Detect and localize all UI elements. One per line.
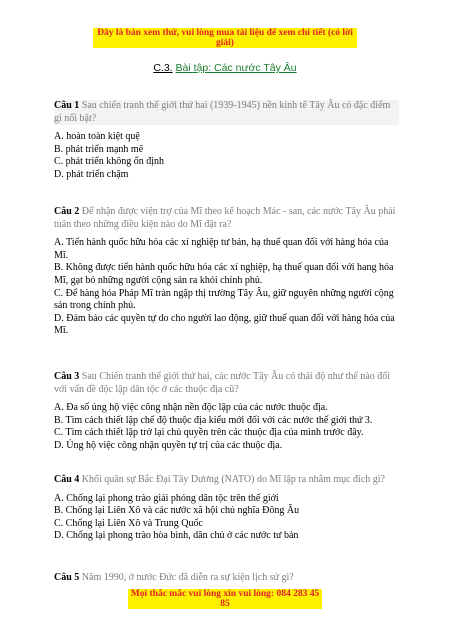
question-4-option-d: D. Chống lại phong trào hòa bình, dân chủ ở các nước tư bản [54, 530, 299, 542]
question-4-label: Câu 4 [54, 474, 80, 485]
question-3-option-b: B. Tìm cách thiết lập chế độ thuộc địa kiểu mới đối với các nước thế giới thứ 3. [54, 414, 373, 426]
question-1-option-b: B. phát triển mạnh mẽ [54, 143, 144, 155]
question-1-option-a: A. hoàn toàn kiệt quệ [54, 131, 140, 143]
section-heading [0, 62, 450, 74]
preview-notice-banner: Đây là bản xem thử, vui lòng mua tài liệu để xem chi tiết (có lời giải) [93, 28, 357, 48]
question-4-option-c: C. Chống lại Liên Xô và Trung Quốc [54, 517, 203, 529]
section-number: C.3. [153, 62, 173, 74]
question-3-option-d: D. Ủng hộ việc công nhận quyền tự trị của các thuộc địa. [54, 439, 283, 451]
section-title-link[interactable]: Bài tập: Các nước Tây Âu [175, 62, 297, 74]
question-1-stem [54, 100, 399, 125]
question-5-stem [54, 572, 399, 585]
question-5-label: Câu 5 [54, 572, 80, 583]
question-2 [54, 206, 399, 338]
question-2-option-c: C. Để hàng hóa Pháp Mĩ tràn ngập thị trường Tây Âu, giữ nguyên những người cộng sản trong chính phủ. [54, 287, 394, 312]
question-5 [54, 572, 399, 585]
question-2-label: Câu 2 [54, 206, 80, 217]
contact-notice-banner: Mọi thắc mắc vui lòng xin vui lòng: 084 283 45 85 [128, 589, 322, 609]
question-1-label: Câu 1 [54, 100, 80, 111]
question-2-option-a: A. Tiến hành quốc hữu hóa các xí nghiệp tư bản, hạ thuế quan đối với hàng hóa của Mĩ. [54, 237, 389, 261]
question-1 [54, 100, 399, 182]
question-1-option-d: D. phát triển chậm [54, 168, 129, 180]
question-3-option-a: A. Đa số ủng hộ việc công nhận nền độc lập của các nước thuộc địa. [54, 402, 328, 414]
question-1-text: Sau chiến tranh thế giới thứ hai (1939-1945) nền kinh tế Tây Âu có đặc điểm gì nổi bật? [54, 100, 391, 124]
question-3-label: Câu 3 [54, 371, 80, 382]
question-3 [54, 371, 399, 453]
question-3-option-c: C. Tìm cách thiết lập trở lại chủ quyền trên các thuộc địa của mình trước đây. [54, 427, 364, 439]
question-5-text: Năm 1990, ở nước Đức đã diễn ra sự kiện lịch sử gì? [81, 572, 294, 583]
question-1-option-c: C. phát triển không ổn định [54, 156, 164, 168]
question-2-option-d: D. Đảm bảo các quyền tự do cho người lao động, giữ thuế quan đối với hàng hóa của Mĩ. [54, 312, 395, 337]
question-2-stem [54, 206, 399, 231]
question-3-text: Sau Chiến tranh thế giới thứ hai, các nước Tây Âu có thái độ như thế nào đối với vấn đề độc lập dân tộc ở các thuộc địa cũ? [54, 371, 391, 395]
question-4-stem [54, 474, 399, 487]
question-2-option-b: B. Không được tiến hành quốc hữu hóa các xí nghiệp, hạ thuế quan đối với hang hóa Mĩ, gạt bỏ những người cộng sản ra khỏi chính phủ. [54, 262, 394, 286]
question-2-text: Để nhận được viện trợ của Mĩ theo kế hoạch Mác - san, các nước Tây Âu phải tuân theo những điều kiện nào do Mĩ đặt ra? [54, 206, 396, 230]
question-4-option-a: A. Chống lại phong trào giải phóng dân tộc trên thế giới [54, 492, 279, 504]
question-4 [54, 474, 399, 543]
question-3-stem [54, 371, 399, 396]
question-4-option-b: B. Chống lại Liên Xô và các nước xã hội chủ nghĩa Đông Âu [54, 505, 300, 517]
question-4-text: Khối quân sự Bắc Đại Tây Dương (NATO) do Mĩ lập ra nhằm mục đích gì? [81, 474, 385, 485]
